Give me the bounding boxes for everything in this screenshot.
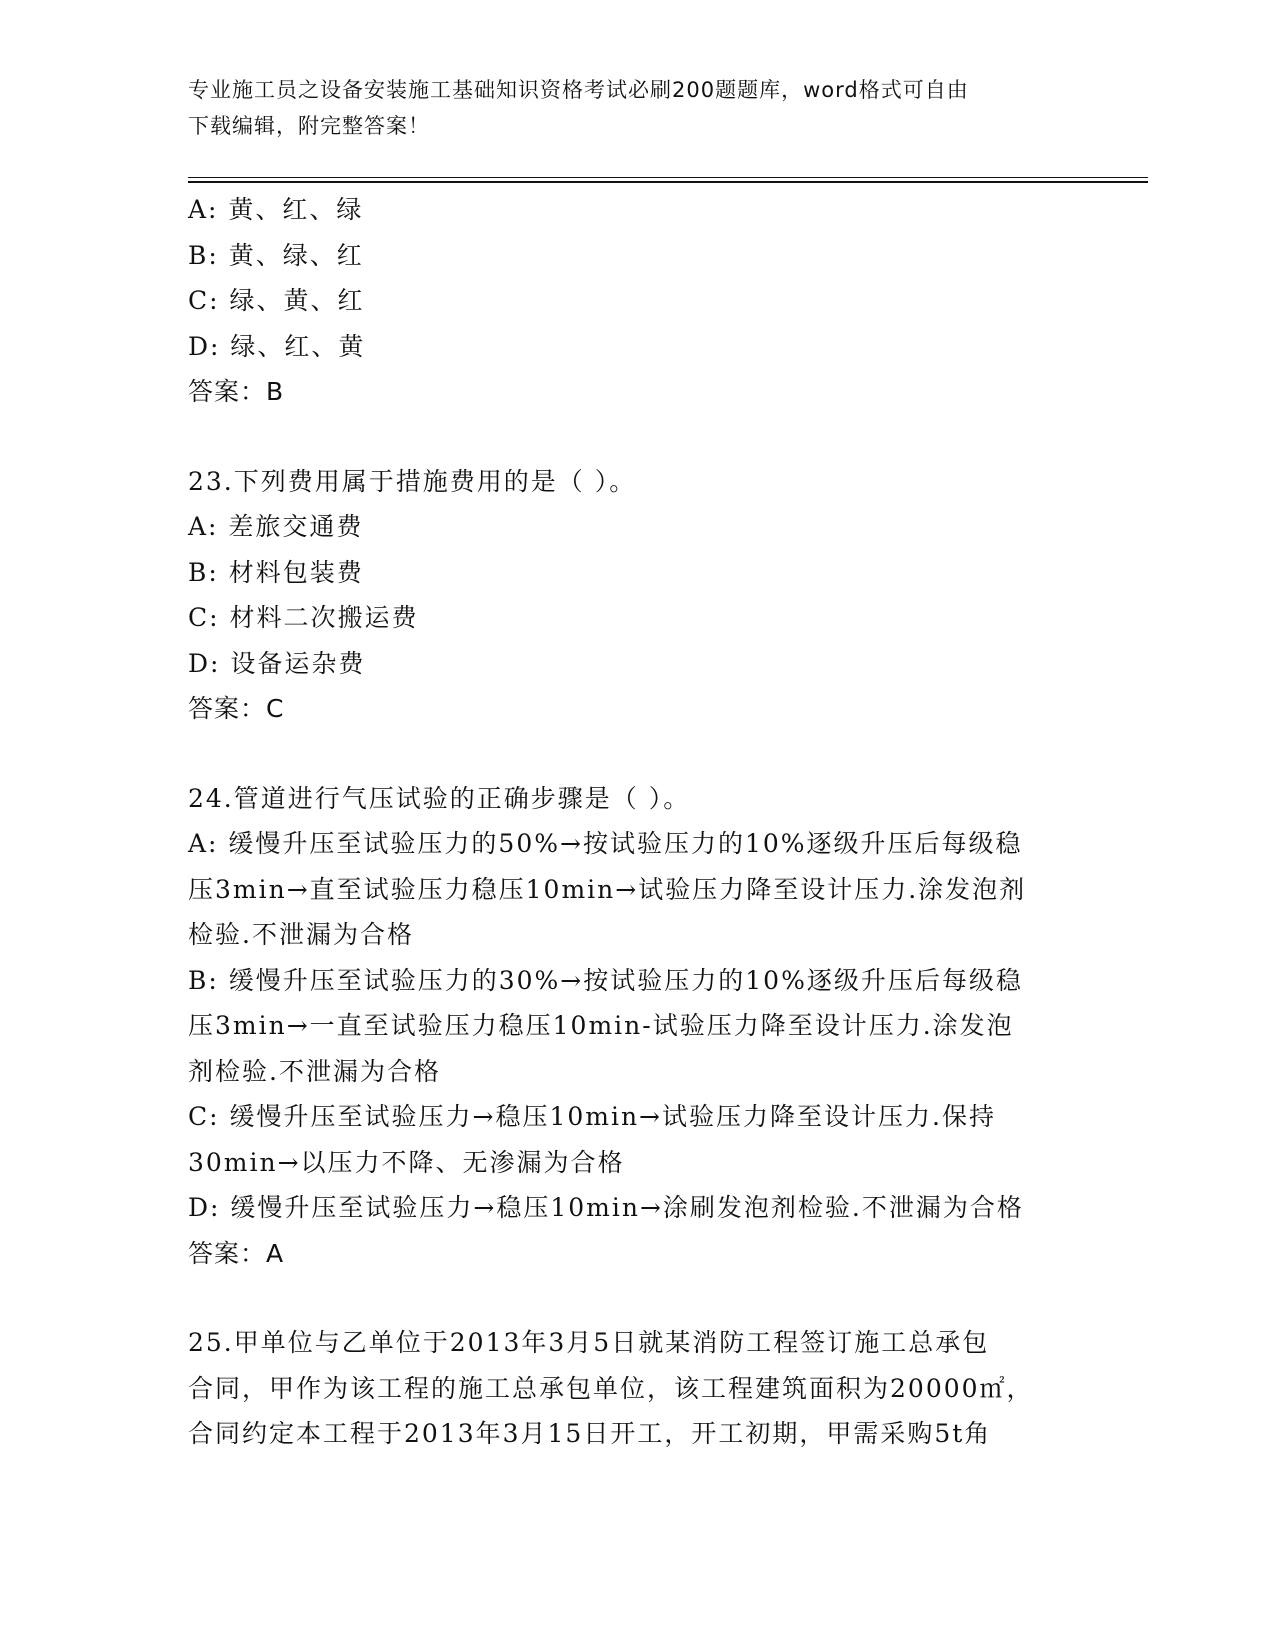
q24-option-c-line-1: C: 缓慢升压至试验压力→稳压10min→试验压力降至设计压力.保持 bbox=[188, 1102, 996, 1131]
q23-option-a: A: 差旅交通费 bbox=[188, 512, 364, 541]
q24-option-a-line-3: 检验.不泄漏为合格 bbox=[188, 920, 414, 949]
q23-option-d: D: 设备运杂费 bbox=[188, 648, 366, 678]
spacer bbox=[188, 732, 1088, 776]
q25-line-2: 合同，甲作为该工程的施工总承包单位，该工程建筑面积为20000㎡， bbox=[188, 1373, 1034, 1403]
q24-option-b-line-2: 压3min→一直至试验压力稳压10min-试验压力降至设计压力.涂发泡 bbox=[188, 1011, 1014, 1040]
q23-option-c: C: 材料二次搬运费 bbox=[188, 603, 419, 632]
question-content bbox=[188, 187, 1088, 1457]
spacer bbox=[188, 415, 1088, 459]
q24-option-c-line-2: 30min→以压力不降、无渗漏为合格 bbox=[188, 1147, 625, 1177]
q22-option-d: D: 绿、红、黄 bbox=[188, 331, 366, 361]
q24-answer: 答案：A bbox=[188, 1238, 285, 1268]
q22-answer: 答案：B bbox=[188, 377, 285, 406]
q22-option-c: C: 绿、黄、红 bbox=[188, 286, 365, 315]
q24-question: 24.管道进行气压试验的正确步骤是（ ）。 bbox=[188, 783, 691, 813]
spacer bbox=[188, 1276, 1088, 1320]
q24-option-a-line-2: 压3min→直至试验压力稳压10min→试验压力降至设计压力.涂发泡剂 bbox=[188, 874, 1027, 904]
q22-option-b: B: 黄、绿、红 bbox=[188, 240, 364, 270]
header-divider-thin bbox=[188, 177, 1148, 178]
q23-answer: 答案：C bbox=[188, 694, 285, 723]
header-line-1: 专业施工员之设备安装施工基础知识资格考试必刷200题题库，word格式可自由 bbox=[188, 78, 969, 102]
q24-option-b-line-3: 剂检验.不泄漏为合格 bbox=[188, 1056, 441, 1086]
document-header bbox=[188, 72, 1068, 144]
q25-line-3: 合同约定本工程于2013年3月15日开工，开工初期，甲需采购5t角 bbox=[188, 1419, 992, 1448]
q24-option-b-line-1: B: 缓慢升压至试验压力的30%→按试验压力的10%逐级升压后每级稳 bbox=[188, 965, 1023, 995]
q23-question: 23.下列费用属于措施费用的是（ ）。 bbox=[188, 466, 637, 496]
q24-option-d: D: 缓慢升压至试验压力→稳压10min→涂刷发泡剂检验.不泄漏为合格 bbox=[188, 1193, 1024, 1222]
q25-line-1: 25.甲单位与乙单位于2013年3月5日就某消防工程签订施工总承包 bbox=[188, 1328, 990, 1357]
header-divider-thick bbox=[188, 181, 1148, 183]
q22-option-a: A: 黄、红、绿 bbox=[188, 195, 364, 224]
q24-option-a-line-1: A: 缓慢升压至试验压力的50%→按试验压力的10%逐级升压后每级稳 bbox=[188, 829, 1023, 858]
header-line-2: 下载编辑，附完整答案！ bbox=[188, 114, 430, 138]
q23-option-b: B: 材料包装费 bbox=[188, 557, 364, 587]
